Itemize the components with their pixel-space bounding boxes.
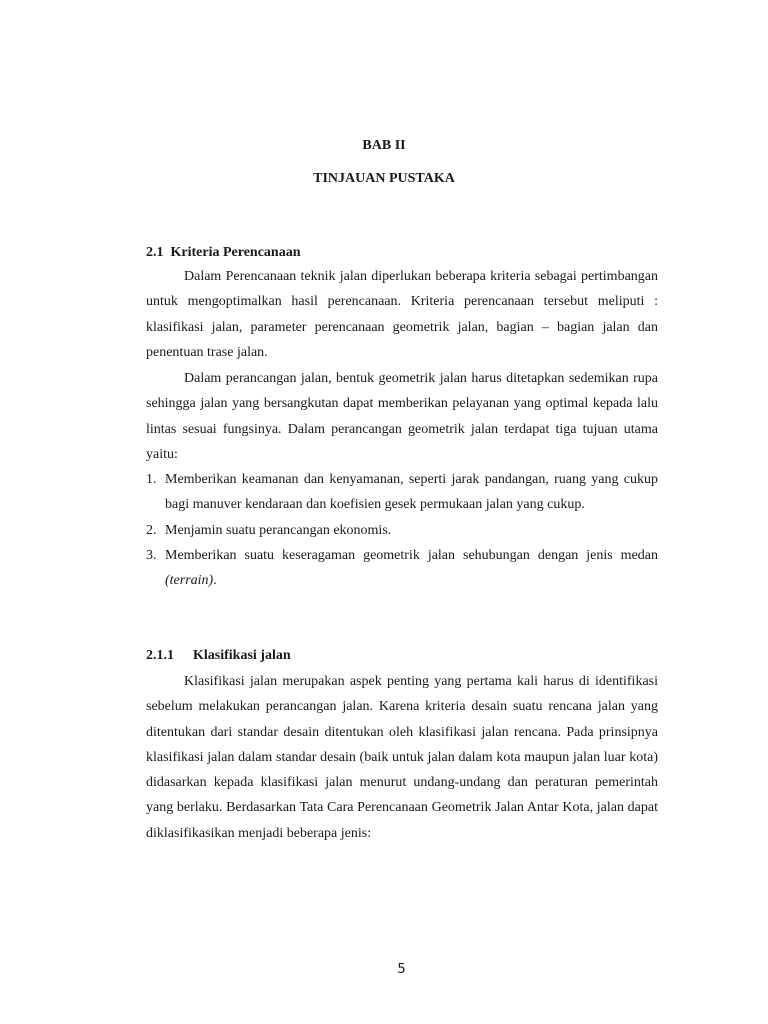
paragraph: Dalam Perencanaan teknik jalan diperlukan beberapa kriteria sebagai pertimbangan untuk mengoptimalkan hasil perencanaan. Kriteria perencanaan tersebut meliputi : klasifikasi jalan, parameter perencanaan geometrik jalan, bagian – bagian jalan dan penentuan trase jalan. — [146, 269, 658, 360]
section-title: Klasifikasi jalan — [193, 648, 291, 663]
list-marker: 3. — [146, 547, 157, 563]
list-item-text: Memberikan keamanan dan kenyamanan, seperti jarak pandangan, ruang yang cukup bagi manuver kendaraan dan koefisien gesek permukaan jalan yang cukup. — [165, 472, 658, 513]
list-marker: 2. — [146, 522, 157, 538]
list-item — [146, 518, 658, 543]
objectives-list — [146, 467, 658, 593]
page-number: 5 — [397, 962, 406, 977]
list-item-suffix: . — [213, 573, 217, 589]
section-title: Kriteria Perencanaan — [170, 245, 301, 260]
chapter-number: BAB II — [362, 138, 406, 153]
list-item — [146, 543, 658, 594]
section-heading-2-1 — [146, 245, 301, 261]
section-number: 2.1.1 — [146, 648, 174, 663]
paragraph: Klasifikasi jalan merupakan aspek penting yang pertama kali harus di identifikasi sebelum melakukan perancangan jalan. Karena kriteria desain suatu rencana jalan yang ditentukan dari standar desain ditentukan oleh klasifikasi jalan rencana. Pada prinsipnya klasifikasi jalan dalam standar desain (baik untuk jalan dalam kota maupun jalan luar kota) didasarkan kepada klasifikasi jalan menurut undang-undang dan peraturan pemerintah yang berlaku. Berdasarkan Tata Cara Perencanaan Geometrik Jalan Antar Kota, jalan dapat diklasifikasikan menjadi beberapa jenis: — [146, 674, 658, 841]
chapter-title: TINJAUAN PUSTAKA — [313, 171, 455, 186]
italic-term: (terrain) — [165, 573, 214, 589]
list-item-text: Menjamin suatu perancangan ekonomis. — [165, 522, 392, 538]
section-number: 2.1 — [146, 245, 164, 260]
list-item-text: Memberikan suatu keseragaman geometrik jalan sehubungan dengan jenis medan — [165, 547, 658, 563]
section-heading-2-1-1 — [146, 648, 291, 664]
paragraph: Dalam perancangan jalan, bentuk geometrik jalan harus ditetapkan sedemikan rupa sehingga jalan yang bersangkutan dapat memberikan pelayanan yang optimal kepada lalu lintas sesuai fungsinya. Dalam perancangan geometrik jalan terdapat tiga tujuan utama yaitu: — [146, 371, 658, 462]
list-item-text-wrapper — [165, 543, 658, 594]
list-item — [146, 467, 658, 518]
list-marker: 1. — [146, 472, 157, 487]
